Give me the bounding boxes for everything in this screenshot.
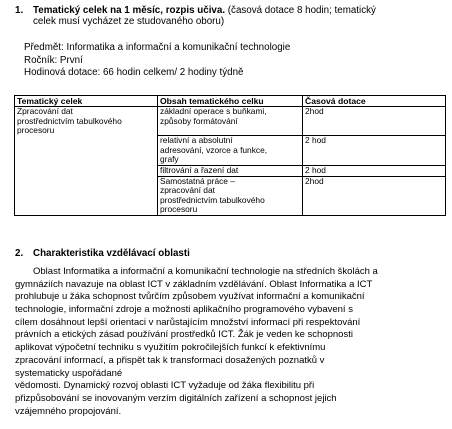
content-line: prostřednictvím tabulkového: [160, 194, 265, 205]
paragraph-line: právních a etických zásad používání prostředků ICT. Žák je veden ke schopnosti: [15, 329, 353, 341]
content-line: relativní a absolutní: [160, 135, 233, 146]
header-topic: Tematický celek: [15, 96, 158, 107]
subject-line: Předmět: Informatika a informační a komunikační technologie: [24, 42, 291, 53]
section-2-paragraph: [15, 266, 447, 418]
section-2-heading: [15, 248, 445, 259]
hours-line: Hodinová dotace: 66 hodin celkem/ 2 hodiny týdně: [24, 67, 244, 79]
paragraph-line: gymnáziích navazuje na oblast ICT v základním vzdělávání. Oblast Informatika a ICT: [15, 278, 373, 290]
time-cell: 2 hod: [303, 136, 446, 166]
course-info: [24, 42, 444, 80]
content-line: filtrování a řazení dat: [160, 165, 239, 176]
topic-line: prostřednictvím tabulkového: [17, 115, 122, 126]
paragraph-line: prohlubuje u žáka schopnost tvůrčím způsobem využívat informační a komunikační: [15, 291, 365, 303]
table-header-row: [15, 96, 446, 107]
section-1-heading: [15, 5, 445, 28]
section-1-number: 1.: [15, 5, 24, 16]
content-line: grafy: [160, 154, 179, 165]
topic-cell-empty: [15, 136, 158, 166]
section-1-note-line2: celek musí vycházet ze studovaného oboru): [33, 16, 225, 28]
topic-cell: [15, 107, 158, 136]
section-1-title: Tematický celek na 1 měsíc, rozpis učiva.: [33, 5, 226, 16]
content-line: způsoby formátování: [160, 115, 238, 126]
year-line: Ročník: První: [24, 54, 83, 66]
paragraph-line: aplikovat výpočetní techniku s využitím pokročilejších funkcí k efektivnímu: [15, 342, 326, 354]
section-1-note-line1: (časová dotace 8 hodin; tematický: [225, 5, 376, 16]
paragraph-line: vědomosti. Dynamický rozvoj oblasti ICT vyžaduje od žáka flexibilitu při: [15, 380, 315, 392]
content-line: zpracování dat: [160, 185, 215, 196]
section-2-number: 2.: [15, 248, 24, 259]
content-cell: [158, 107, 303, 136]
time-cell: 2 hod: [303, 166, 446, 177]
table-row: [15, 166, 446, 177]
time-cell: 2hod: [303, 176, 446, 215]
topic-line: procesoru: [17, 125, 55, 136]
topics-table: [14, 95, 446, 216]
content-line: procesoru: [160, 204, 198, 215]
topic-cell-empty: [15, 166, 158, 177]
content-cell: [158, 176, 303, 215]
topic-line: Zpracování dat: [17, 106, 73, 116]
paragraph-line: technologie, informační zdroje a možnosti aplikačního programového vybavení s: [15, 304, 353, 316]
content-line: Samostatná práce –: [160, 175, 235, 186]
content-line: základní operace s buňkami,: [160, 106, 267, 116]
content-line: adresování, vzorce a funkce,: [160, 144, 268, 155]
paragraph-line: vzájemného propojování.: [15, 405, 122, 417]
paragraph-line: systematicky uspořádané: [15, 367, 123, 379]
topic-cell-empty: [15, 176, 158, 215]
table-row: [15, 107, 446, 136]
paragraph-line: přizpůsobování se inovovaným verzím digitálních zařízení a schopnost jejich: [15, 392, 337, 404]
paragraph-line: zpracování informací, a přispět tak k transformaci dosažených poznatků v: [15, 354, 325, 366]
table-row: [15, 176, 446, 215]
content-cell: [158, 136, 303, 166]
header-content: Obsah tematického celku: [158, 96, 303, 107]
paragraph-line: Oblast Informatika a informační a komunikační technologie na středních školách a: [33, 266, 378, 277]
section-2-title: Charakteristika vzdělávací oblasti: [33, 248, 190, 259]
paragraph-line: cílem dosáhnout lepší orientaci v narůstajícím množství informací při respektování: [15, 316, 361, 328]
table-row: [15, 136, 446, 166]
time-cell: 2hod: [303, 107, 446, 136]
header-time: Časová dotace: [303, 96, 446, 107]
content-cell: [158, 166, 303, 177]
